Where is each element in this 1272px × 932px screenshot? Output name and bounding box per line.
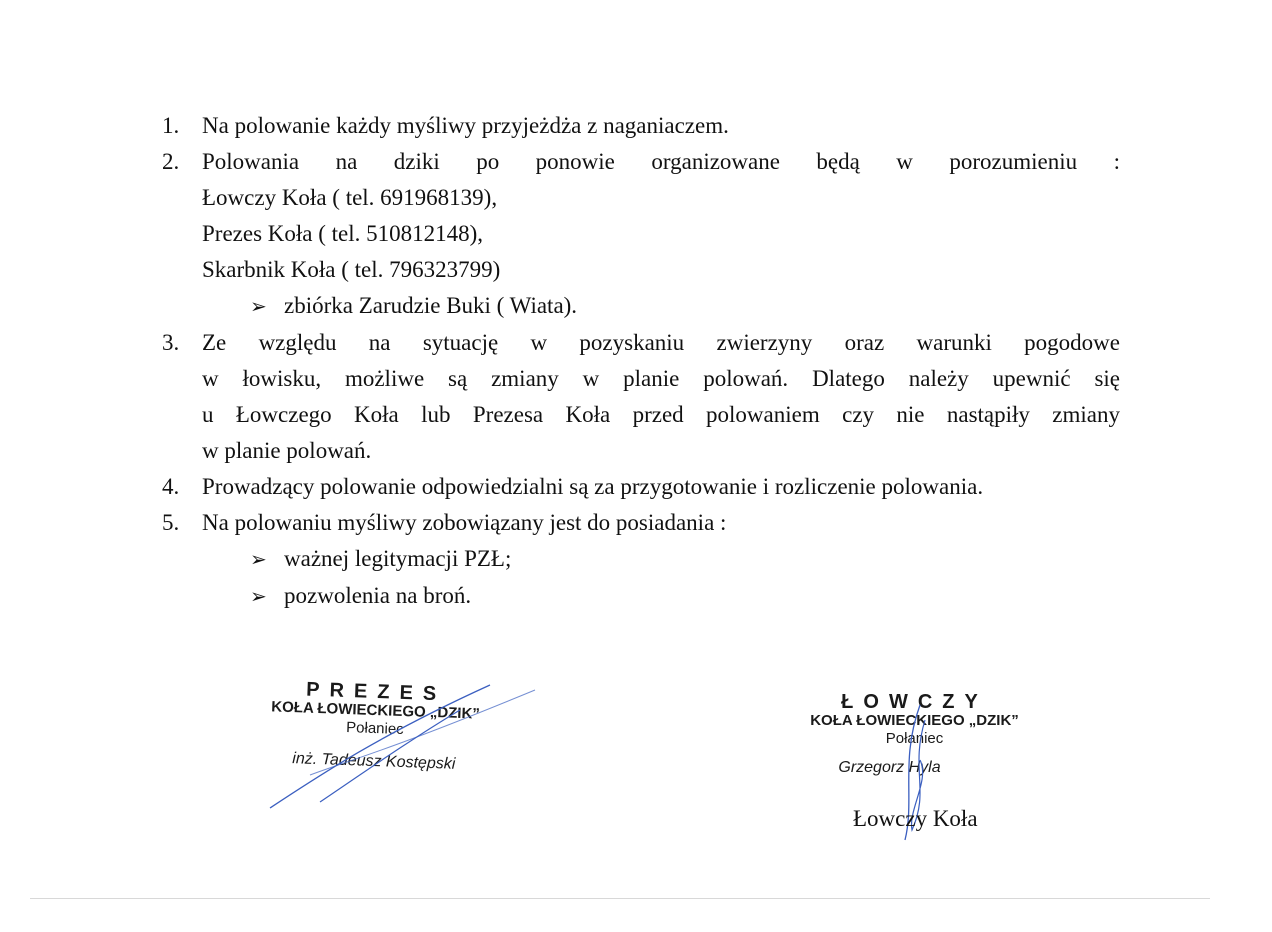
item-number: 2.: [162, 149, 180, 174]
regulations-list: [162, 108, 1120, 615]
item-number: 4.: [162, 474, 180, 499]
contact-lowczy: Łowczy Koła ( tel. 691968139),: [202, 185, 498, 210]
sub-bullet-text: ważnej legitymacji PZŁ;: [284, 546, 512, 571]
item-text: w łowisku, możliwe są zmiany w planie polowań. Dlatego należy upewnić się: [202, 366, 1120, 391]
sub-bullet: [250, 541, 1120, 578]
list-item: [162, 469, 1120, 505]
stamp-org: KOŁA ŁOWIECKIEGO „DZIK”: [271, 698, 481, 723]
arrow-bullet-icon: ➢: [250, 586, 267, 608]
sub-bullet: [250, 288, 1120, 325]
sub-bullet-text: pozwolenia na broń.: [284, 583, 472, 608]
item-number: 5.: [162, 510, 180, 535]
stamp-org: KOŁA ŁOWIECKIEGO „DZIK”: [810, 712, 1019, 729]
stamp-town: Połaniec: [885, 730, 944, 747]
list-item: [162, 144, 1120, 325]
contact-prezes: Prezes Koła ( tel. 510812148),: [202, 221, 484, 246]
item-text: w planie polowań.: [202, 438, 372, 463]
item-text: Prowadzący polowanie odpowiedzialni są za przygotowanie i rozliczenie polowania.: [202, 474, 984, 499]
scan-edge-divider: [30, 898, 1210, 899]
signature-label: Łowczy Koła: [853, 806, 978, 831]
stamp-title: PREZES: [305, 678, 447, 706]
stamp-town: Połaniec: [345, 719, 405, 738]
item-text: u Łowczego Koła lub Prezesa Koła przed polowaniem czy nie nastąpiły zmiany: [202, 402, 1120, 427]
item-text: Ze względu na sytuację w pozyskaniu zwierzyny oraz warunki pogodowe: [202, 330, 1120, 355]
sub-bullet: [250, 578, 1120, 615]
stamp-name: inż. Tadeusz Kostępski: [292, 750, 456, 773]
list-item: [162, 505, 1120, 615]
contact-skarbnik: Skarbnik Koła ( tel. 796323799): [202, 257, 501, 282]
list-item: [162, 325, 1120, 469]
arrow-bullet-icon: ➢: [250, 296, 267, 318]
item-text: Na polowanie każdy myśliwy przyjeżdża z naganiaczem.: [202, 113, 729, 138]
item-number: 1.: [162, 113, 180, 138]
item-text: Na polowaniu myśliwy zobowiązany jest do posiadania :: [202, 510, 727, 535]
item-text: Polowania na dziki po ponowie organizowane będą w porozumieniu :: [202, 149, 1120, 174]
prezes-signature-icon: [260, 680, 540, 820]
stamp-name: Grzegorz Hyla: [838, 759, 941, 776]
item-number: 3.: [162, 330, 180, 355]
stamp-title: ŁOWCZY: [841, 691, 988, 713]
list-item: [162, 108, 1120, 144]
sub-bullet-text: zbiórka Zarudzie Buki ( Wiata).: [284, 293, 578, 318]
arrow-bullet-icon: ➢: [250, 549, 267, 571]
